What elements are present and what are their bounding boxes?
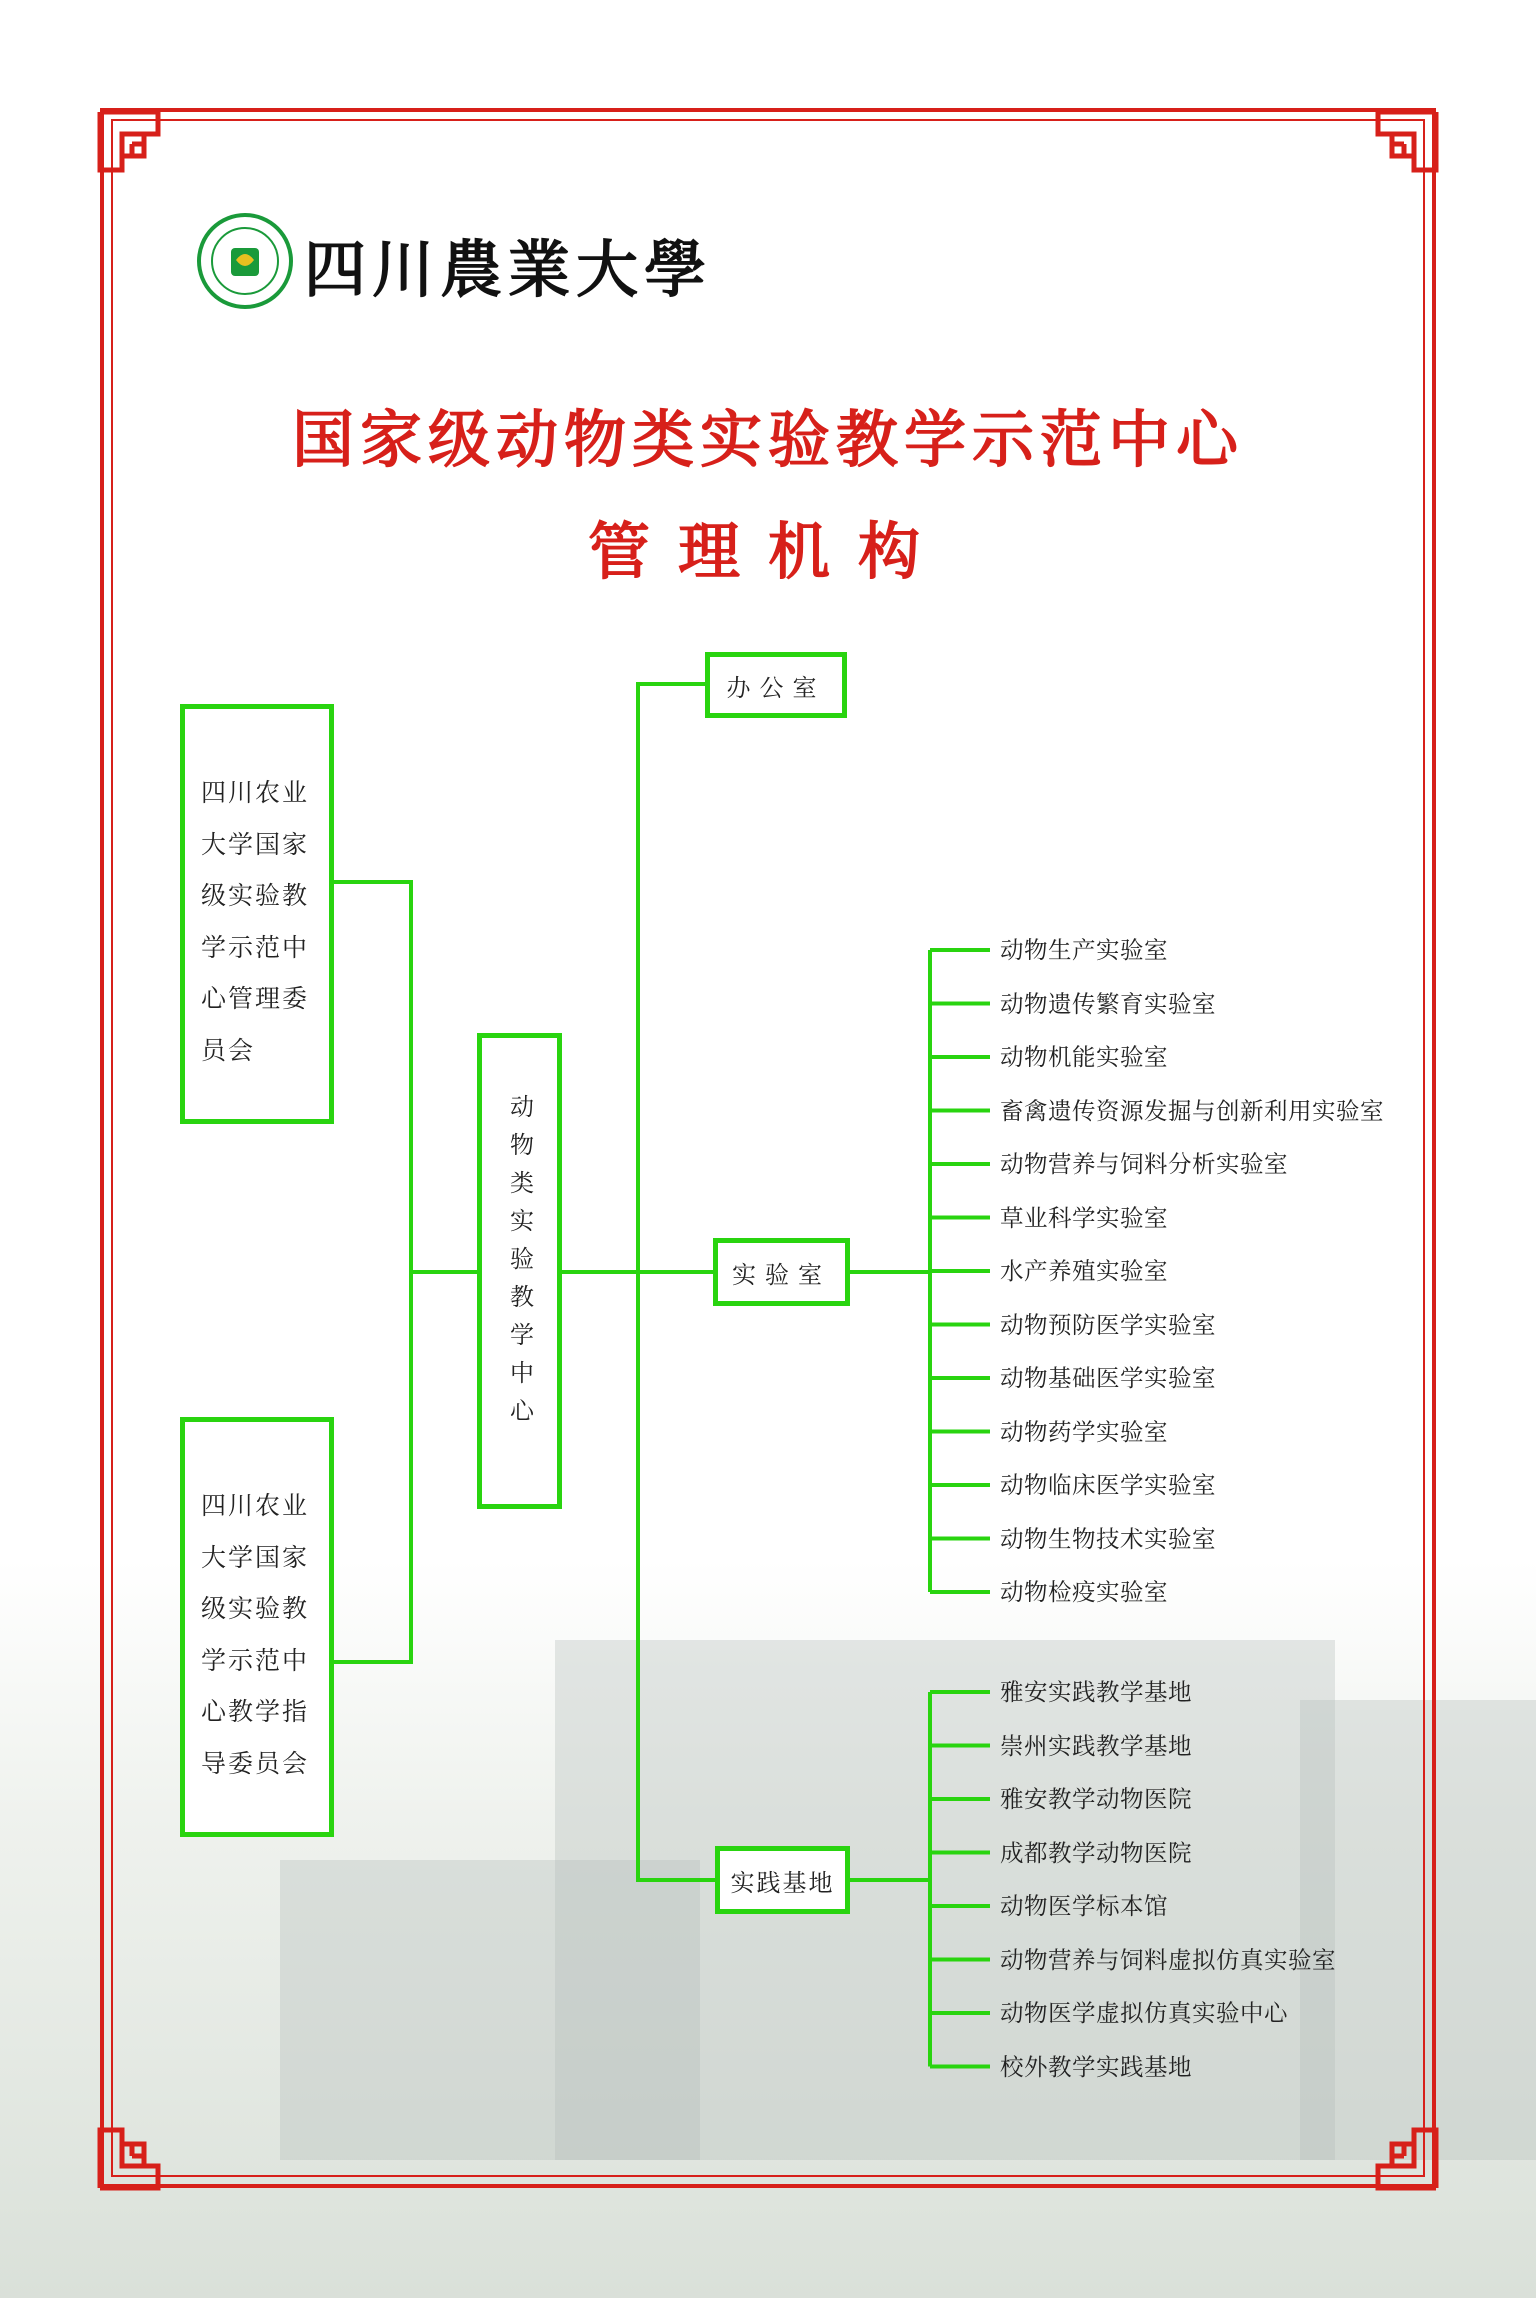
bases-label: 实践基地	[730, 1868, 835, 1897]
page-subtitle: 管理机构	[587, 515, 948, 588]
lab-item: 动物遗传繁育实验室	[1000, 989, 1216, 1018]
center-label: 动物类实验教学中心	[505, 1094, 534, 1436]
lab-item: 动物营养与饲料分析实验室	[1000, 1150, 1288, 1178]
base-item: 雅安教学动物医院	[1000, 1785, 1192, 1813]
committee-text-line: 员会	[201, 1035, 256, 1065]
committee-text-line: 心教学指	[201, 1697, 310, 1726]
base-list	[1000, 1674, 1336, 2085]
university-name: 四川農業大學	[304, 233, 713, 306]
base-item: 成都教学动物医院	[1000, 1838, 1192, 1867]
lab-item: 水产养殖实验室	[1000, 1257, 1168, 1285]
committee-text-line: 大学国家	[201, 829, 310, 859]
committee-text-line: 学示范中	[201, 932, 310, 962]
lab-item: 动物临床医学实验室	[1000, 1471, 1216, 1499]
center-box	[477, 1033, 562, 1509]
lab-item: 畜禽遗传资源发掘与创新利用实验室	[1000, 1096, 1384, 1125]
lab-list	[1000, 932, 1384, 1610]
lab-item: 动物药学实验室	[1000, 1417, 1168, 1446]
base-item: 动物营养与饲料虚拟仿真实验室	[1000, 1945, 1336, 1974]
lab-item: 动物生产实验室	[1000, 936, 1168, 964]
lab-item: 动物基础医学实验室	[1000, 1364, 1216, 1392]
committee-text-line: 心管理委	[201, 984, 310, 1013]
committee-text-line: 四川农业	[201, 1491, 310, 1520]
lab-item: 动物生物技术实验室	[1000, 1524, 1216, 1553]
committee-text-line: 学示范中	[201, 1645, 310, 1675]
committee-text-line: 四川农业	[201, 778, 310, 807]
bases-box	[715, 1846, 850, 1914]
labs-box	[713, 1238, 850, 1306]
base-item: 动物医学标本馆	[1000, 1892, 1168, 1920]
lab-item: 动物机能实验室	[1000, 1043, 1168, 1071]
lab-item: 动物检疫实验室	[1000, 1578, 1168, 1606]
lab-item: 草业科学实验室	[1000, 1203, 1168, 1232]
committee-text-line: 导委员会	[201, 1748, 310, 1778]
base-item: 动物医学虚拟仿真实验中心	[1000, 1999, 1288, 2027]
page-title: 国家级动物类实验教学示范中心	[291, 403, 1244, 476]
labs-label: 实验室	[732, 1260, 831, 1289]
office-label: 办公室	[726, 673, 826, 702]
base-item: 崇州实践教学基地	[1000, 1731, 1192, 1760]
base-item: 雅安实践教学基地	[1000, 1678, 1192, 1706]
committee-text-line: 大学国家	[201, 1542, 310, 1572]
base-item: 校外教学实践基地	[1000, 2052, 1192, 2081]
committee-text-line: 级实验教	[201, 881, 310, 910]
committee-text-line: 级实验教	[201, 1594, 310, 1623]
teaching-committee-box	[180, 1417, 334, 1837]
lab-item: 动物预防医学实验室	[1000, 1310, 1216, 1339]
office-box	[705, 652, 847, 718]
management-committee-box	[180, 704, 334, 1124]
